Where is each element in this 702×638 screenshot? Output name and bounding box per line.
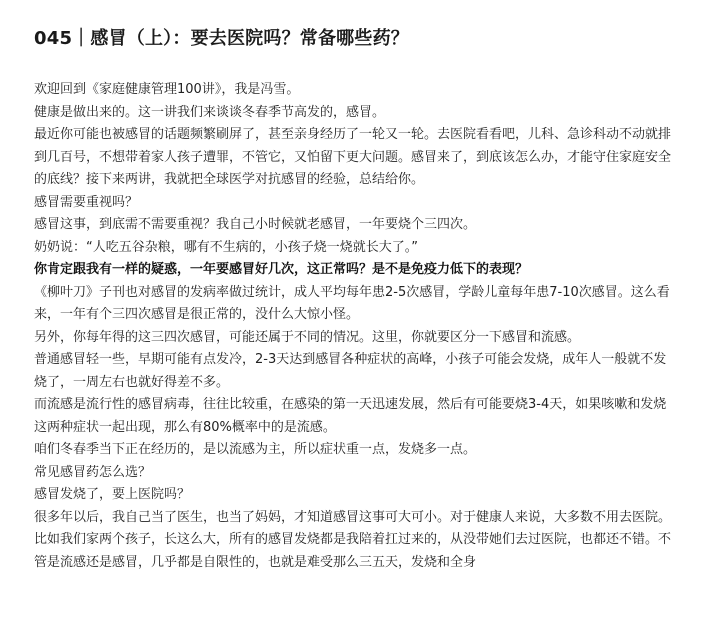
article-title: 045｜感冒（上）：要去医院吗？常备哪些药？ — [34, 28, 409, 49]
paragraph: 咱们冬春季当下正在经历的，是以流感为主，所以症状重一点，发烧多一点。 — [34, 442, 477, 457]
quote-paragraph: 奶奶说：“人吃五谷杂粮，哪有不生病的，小孩子烧一烧就长大了。” — [34, 239, 418, 255]
paragraph: 感冒这事，到底需不需要重视？我自己小时候就老感冒，一年要烧个三四次。 — [34, 217, 477, 232]
paragraph: 而流感是流行性的感冒病毒，往往比较重，在感染的第一天迅速发展，然后有可能要烧3-4天，如果咳嗽和发烧这两种症状一起出现，那么有80%概率中的是流感。 — [34, 397, 667, 435]
paragraph: 很多年以后，我自己当了医生，也当了妈妈，才知道感冒这事可大可小。对于健康人来说，大多数不用去医院。比如我们家两个孩子，长这么大，所有的感冒发烧都是我陪着扛过来的，从没带她们去过医院，也都还不错。不管是流感还是感冒，几乎都是自限性的，也就是难受那么三五天，发烧和全身 — [34, 509, 672, 570]
section-heading: 感冒需要重视吗？ — [34, 194, 139, 210]
paragraph: 另外，你每年得的这三四次感冒，可能还属于不同的情况。这里，你就要区分一下感冒和流感。 — [34, 329, 581, 345]
article-body — [34, 79, 674, 574]
section-heading: 感冒发烧了，要上医院吗？ — [34, 487, 191, 502]
paragraph: 健康是做出来的。这一讲我们来谈谈冬春季节高发的，感冒。 — [34, 104, 386, 120]
paragraph: 《柳叶刀》子刊也对感冒的发病率做过统计，成人平均每年患2-5次感冒，学龄儿童每年患7-10次感冒。这么看来，一年有个三四次感冒是很正常的，没什么大惊小怪。 — [34, 284, 670, 322]
paragraph: 欢迎回到《家庭健康管理100讲》，我是冯雪。 — [34, 82, 300, 97]
paragraph: 普通感冒轻一些，早期可能有点发冷，2-3天达到感冒各种症状的高峰，小孩子可能会发烧，成年人一般就不发烧了，一周左右也就好得差不多。 — [34, 352, 667, 390]
bold-question: 你肯定跟我有一样的疑惑，一年要感冒好几次，这正常吗？是不是免疫力低下的表现？ — [34, 262, 529, 277]
paragraph: 最近你可能也被感冒的话题频繁刷屏了，甚至亲身经历了一轮又一轮。去医院看看吧，儿科、急诊科动不动就排到几百号，不想带着家人孩子遭罪，不管它，又怕留下更大问题。感冒来了，到底该怎么办，才能守住家庭安全的底线？接下来两讲，我就把全球医学对抗感冒的经验，总结给你。 — [34, 127, 672, 187]
section-heading: 常见感冒药怎么选？ — [34, 464, 152, 480]
